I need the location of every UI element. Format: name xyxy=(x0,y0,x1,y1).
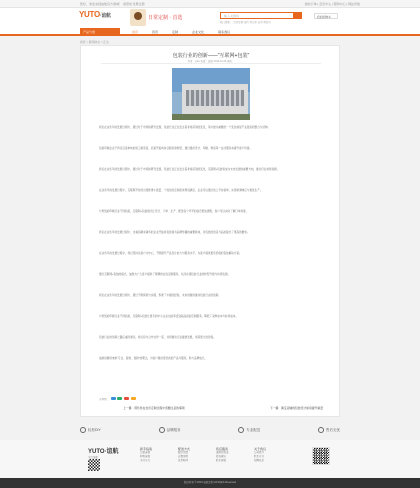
article-title: 包装行业的创新——"互联网+包装" xyxy=(172,53,250,59)
promo-badge xyxy=(130,9,192,26)
diy-icon xyxy=(80,427,86,433)
article-paragraph: 我们在这些年的发展过程中，也看到越来越多的企业开始将包装视为品牌传播的重要载体，对包装的创意与品质提出了更高的要求。 xyxy=(99,231,250,234)
article-meta: 作者：yuto 来源：谊航 2016-12-16 浏览： xyxy=(187,60,235,63)
share-qzone-icon[interactable] xyxy=(124,397,129,400)
nav-item-culture[interactable]: 企业文化 xyxy=(192,30,205,34)
footer-link[interactable]: 公司简介 xyxy=(254,451,265,454)
main-nav xyxy=(0,28,420,36)
share-wechat-icon[interactable] xyxy=(117,397,122,400)
article-paragraph: 与传统的印刷行业不同的是，互联网+包装让更多的中小企业也能享受到高品质的定制服务，降低了采购成本与时间成本。 xyxy=(99,315,238,318)
footer-link[interactable]: 配送范围 xyxy=(178,451,189,454)
top-bar-welcome[interactable]: 您好，欢迎来到谊航官方商城！ 请登录 免费注册 xyxy=(80,2,145,6)
wechat-qr-icon xyxy=(312,447,330,465)
feature-delivery: 专业配送 xyxy=(238,425,260,435)
share-more-icon[interactable] xyxy=(131,397,136,400)
nav-item-contact[interactable]: 联系我们 xyxy=(218,30,231,34)
share-label: 分享到： xyxy=(99,398,110,401)
breadcrumb[interactable]: 首页 > 新闻动态 > 正文 xyxy=(80,40,109,44)
feature-brand: 品牌服务 xyxy=(159,425,181,435)
footer-link[interactable]: 购物流程 xyxy=(140,455,151,458)
footer-link[interactable]: 发货时间 xyxy=(178,459,189,462)
cart-button[interactable] xyxy=(314,13,338,19)
footer-link[interactable]: 联系方式 xyxy=(254,455,265,458)
copyright-bar: 版权所有 © 2016 谊航定制 All Rights Reserved xyxy=(0,478,420,488)
search-button[interactable] xyxy=(293,13,301,18)
truck-icon xyxy=(238,427,244,433)
article-paragraph: 我们在这些年的发展过程中，通过对于市场的研究发现，包装行业正在发生着非常深刻的变化，其中最为重要的一个变化就是产业链条的整合与延伸。 xyxy=(99,126,271,129)
mascot-icon xyxy=(130,9,146,26)
article-paragraph: 在这些年的发展过程中，互联网平台的出现使得小批量、个性化的定制需求得到满足，企业可以通过线上平台接单，实现快速响应与柔性生产。 xyxy=(99,189,263,192)
article-pager xyxy=(123,406,323,410)
footer-col: 关于我们 公司简介 联系方式 招聘信息 xyxy=(254,447,267,462)
footer-link[interactable]: 运费说明 xyxy=(178,455,189,458)
article-paragraph: 在这些年的发展过程中，我们坚持以客户为中心，不断提升产品设计能力与服务水平，为客户提供更有价值的包装解决方案。 xyxy=(99,252,242,255)
article-paragraph: 与传统的印刷行业不同的是，互联网+包装模式让设计、下单、生产、配送各个环节的信息更加透明，客户可以实时了解订单进度。 xyxy=(99,210,249,213)
site-logo[interactable]: YUTO·谊航 xyxy=(79,10,111,19)
feature-strip xyxy=(80,425,340,435)
footer-col: 新手指南 注册流程 购物流程 支付方式 xyxy=(140,447,153,462)
header xyxy=(0,8,420,28)
footer-link[interactable]: 退换货政策 xyxy=(216,451,229,454)
share-weibo-icon[interactable] xyxy=(111,397,116,400)
article-paragraph: 谊航将继续秉承“专业、高效、创新”的理念，为客户提供更优质的产品与服务，助力品牌成长。 xyxy=(99,357,208,360)
search-input[interactable]: 输入关键词 xyxy=(224,14,240,18)
slogan-text: 日常定制 · 首选 xyxy=(148,15,183,21)
top-bar xyxy=(0,0,420,8)
article-paragraph: 我们在这些年的发展过程中，通过对于市场的研究发现，包装行业正在发生着非常深刻的变化，互联网+包装将成为未来发展的重要方向，推动行业持续创新。 xyxy=(99,168,280,171)
footer-link[interactable]: 投诉建议 xyxy=(216,455,227,458)
footer-col: 售后服务 退换货政策 投诉建议 联系客服 xyxy=(216,447,229,462)
next-article-link[interactable]: 下一篇：淘宝店铺的包装设计如何提升销量 xyxy=(269,406,323,410)
search-box[interactable] xyxy=(220,12,302,19)
nav-item-news[interactable]: 资讯 xyxy=(152,30,159,34)
nav-item-home[interactable]: 首页 xyxy=(132,30,139,34)
footer-logo: YUTO·谊航 xyxy=(88,449,119,455)
footer-link[interactable]: 支付方式 xyxy=(140,459,151,462)
footer-link[interactable]: 招聘信息 xyxy=(254,459,265,462)
footer-link[interactable]: 联系客服 xyxy=(216,459,227,462)
footer-col: 配送方式 配送范围 运费说明 发货时间 xyxy=(178,447,191,462)
nav-item-custom[interactable]: 定制 xyxy=(172,30,179,34)
article-image xyxy=(172,68,250,120)
follow-label: 关注谊航 xyxy=(88,456,99,459)
prev-article-link[interactable]: 上一篇：那些你在台历定制过程中需要注意的事项 xyxy=(123,406,185,410)
article-panel xyxy=(80,45,340,417)
article-paragraph: 通过互联网+包装的模式，谊航为广大客户提供了便捷的在线定制服务，从而实现包装行业的转型升级与持续发展。 xyxy=(99,273,231,276)
footer xyxy=(0,440,420,478)
category-menu-button[interactable]: 产品分类 xyxy=(80,28,120,36)
share-bar xyxy=(99,397,136,401)
weibo-qr-icon xyxy=(88,459,100,471)
cart-label: 我的购物车 xyxy=(317,15,331,19)
article-paragraph: 包装行业的创新之路任重而道远，我们将与合作伙伴一起，共同推动行业健康发展，创造更大的价值。 xyxy=(99,336,216,339)
brand-icon xyxy=(159,427,165,433)
hot-search-links[interactable]: 热门搜索： 台历定制 挂历 笔记本 日历 明信片 xyxy=(220,21,271,24)
divider xyxy=(101,63,321,64)
feature-diy: 轻松DIY xyxy=(80,425,101,435)
footer-link[interactable]: 注册流程 xyxy=(140,451,151,454)
feature-aftersale: 售后无忧 xyxy=(318,425,340,435)
article-paragraph: 包装印刷企业不再仅仅是单纯的加工制造者，而是开始向综合服务商转型，通过提供设计、印刷、物流等一站式服务来提升客户价值。 xyxy=(99,147,253,150)
top-bar-links[interactable]: 我的订单 | 会员中心 | 帮助中心 | 网站导航 xyxy=(304,2,360,6)
article-paragraph: 我们在这些年的发展过程中，通过不断探索与实践，积累了丰富的经验，未来将继续推动包装行业的创新。 xyxy=(99,294,221,297)
shield-icon xyxy=(318,427,324,433)
